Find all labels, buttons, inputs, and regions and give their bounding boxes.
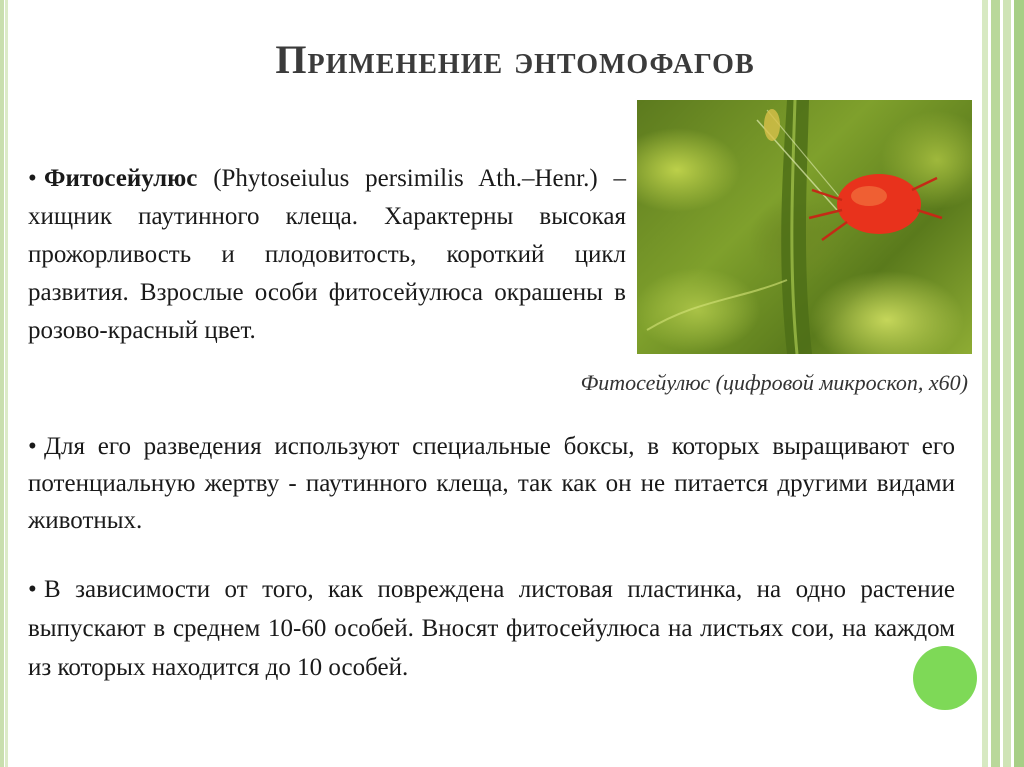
bullet-marker: • xyxy=(28,433,37,460)
mite-illustration xyxy=(637,100,972,354)
bullet-marker: • xyxy=(28,576,37,603)
left-border-decoration xyxy=(0,0,8,767)
paragraph-release-rate xyxy=(28,570,955,687)
paragraph-text: (Phytoseiulus persimilis Ath.–Henr.) – хищник паутинного клеща. Характерны высокая прожорливость и плодовитость, короткий цикл развития. Взрослые особи фитосейулюса окрашены в розово-красный цвет. xyxy=(28,165,626,344)
image-caption: Фитосейулюс (цифровой микроскоп, х60) xyxy=(580,370,968,395)
term-phytoseiulus: Фитосейулюс xyxy=(44,165,198,192)
paragraph-text: Для его разведения используют специальные боксы, в которых выращивают его потенциальную жертву - паутинного клеща, так как он не питается другими видами животных. xyxy=(28,433,955,534)
paragraph-breeding xyxy=(28,428,955,539)
mite-microscope-photo xyxy=(637,100,972,354)
green-circle-marker xyxy=(913,646,977,710)
slide-title: Применение энтомофагов xyxy=(275,37,755,82)
bullet-marker: • xyxy=(28,165,37,192)
paragraph-text: В зависимости от того, как повреждена листовая пластинка, на одно растение выпускают в среднем 10-60 особей. Вносят фитосейулюса на листьях сои, на каждом из которых находится до 10 особей. xyxy=(28,576,955,681)
paragraph-phytoseiulus xyxy=(28,160,626,350)
right-border-decoration xyxy=(978,0,1024,767)
